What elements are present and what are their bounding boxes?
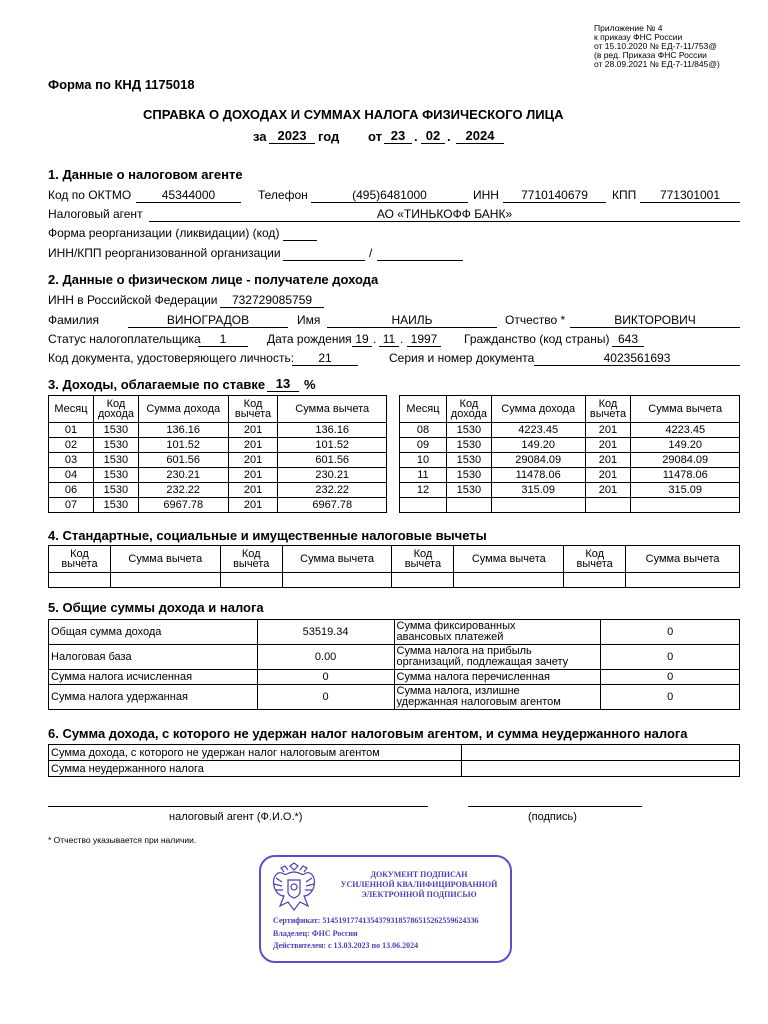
table-row: 11 1530 11478.06 201 11478.06 (400, 468, 740, 483)
appendix-line: Приложение № 4 (594, 23, 663, 33)
tax-rate: 13 (267, 377, 299, 392)
patronymic-label: Отчество * (505, 313, 566, 327)
oktmo-value: 45344000 (136, 188, 241, 203)
income-sum-header: Сумма дохода (138, 396, 228, 423)
agent-name-caption: налоговый агент (Ф.И.О.*) (169, 811, 303, 823)
table-row: 04 1530 230.21 201 230.21 (49, 468, 387, 483)
dob-day: 19 (352, 332, 372, 347)
dob-year: 1997 (407, 332, 441, 347)
section6-title: 6. Сумма дохода, с которого не удержан налог налоговым агентом, и сумма неудержанного налога (48, 726, 688, 741)
excess-tax-label: Сумма налога, излишне удержанная налоговым агентом (394, 685, 601, 710)
document-title: СПРАВКА О ДОХОДАХ И СУММАХ НАЛОГА ФИЗИЧЕСКОГО ЛИЦА (143, 107, 564, 122)
deduction-code-header: Код вычета (392, 546, 454, 573)
reorg-form-value (283, 226, 317, 241)
citizenship-label: Гражданство (код страны) (464, 332, 610, 346)
period-year: 2023 (269, 129, 315, 144)
table-row: 02 1530 101.52 201 101.52 (49, 438, 387, 453)
deduction-sum-header: Сумма вычета (278, 396, 387, 423)
signature-caption: (подпись) (528, 811, 577, 823)
total-income-value: 53519.34 (257, 620, 394, 645)
appendix-line: (в ред. Приказа ФНС России (594, 50, 707, 60)
reorg-inn-value (283, 246, 365, 261)
section5-title: 5. Общие суммы дохода и налога (48, 600, 264, 615)
tax-base-value: 0.00 (257, 645, 394, 670)
signature-line (468, 806, 642, 807)
table-row: 10 1530 29084.09 201 29084.09 (400, 453, 740, 468)
deduction-sum-header: Сумма вычета (631, 396, 740, 423)
dob-month: 11 (379, 332, 399, 347)
income-sum-header: Сумма дохода (491, 396, 585, 423)
table-row: 03 1530 601.56 201 601.56 (49, 453, 387, 468)
doc-code-value: 21 (292, 351, 358, 366)
kpp-value: 771301001 (640, 188, 740, 203)
stamp-owner: Владелец: ФНС России (273, 928, 358, 938)
excess-tax-value: 0 (601, 685, 740, 710)
table-row: 09 1530 149.20 201 149.20 (400, 438, 740, 453)
income-table-left (48, 395, 387, 513)
dob-dot: . (373, 332, 377, 346)
period-for-label: за (253, 129, 267, 144)
section3-title: 3. Доходы, облагаемые по ставке (48, 377, 266, 392)
stamp-heading: ДОКУМЕНТ ПОДПИСАН УСИЛЕННОЙ КВАЛИФИЦИРОВАННОЙ ЭЛЕКТРОННОЙ ПОДПИСЬЮ (340, 870, 498, 899)
agent-signature-line (48, 806, 428, 807)
table-row: 01 1530 136.16 201 136.16 (49, 423, 387, 438)
period-dot: . (414, 129, 418, 144)
deduction-sum-header: Сумма вычета (110, 546, 220, 573)
citizenship-value: 643 (612, 332, 644, 347)
totals-table (48, 619, 740, 710)
person-inn-value: 732729085759 (220, 293, 324, 308)
table-row: 07 1530 6967.78 201 6967.78 (49, 498, 387, 513)
month-header: Месяц (49, 396, 94, 423)
table-row: 08 1530 4223.45 201 4223.45 (400, 423, 740, 438)
profit-tax-value: 0 (601, 645, 740, 670)
appendix-line: к приказу ФНС России (594, 32, 683, 42)
stamp-validity: Действителен: с 13.03.2023 по 13.06.2024 (273, 941, 419, 950)
oktmo-label: Код по ОКТМО (48, 188, 132, 202)
period-dot: . (447, 129, 451, 144)
tax-transferred-value: 0 (601, 670, 740, 685)
fixed-advance-label: Сумма фиксированных авансовых платежей (394, 620, 601, 645)
fixed-advance-value: 0 (601, 620, 740, 645)
patronymic-value: ВИКТОРОВИЧ (570, 313, 740, 328)
period-month: 02 (421, 129, 445, 144)
dob-label: Дата рождения (267, 332, 352, 346)
table-row: Сумма дохода, с которого не удержан налог налоговым агентом (49, 745, 740, 761)
deduction-code-header: Код вычета (228, 396, 278, 423)
deduction-code-header: Код вычета (49, 546, 111, 573)
section2-title: 2. Данные о физическом лице - получателе дохода (48, 272, 379, 287)
deductions-table (48, 545, 740, 588)
status-value: 1 (198, 332, 248, 347)
doc-number-label: Серия и номер документа (389, 351, 535, 365)
tax-withheld-value: 0 (257, 685, 394, 710)
kpp-label: КПП (612, 188, 637, 202)
table-row (400, 498, 740, 513)
reorg-slash: / (369, 246, 373, 260)
coat-of-arms-icon (268, 862, 320, 914)
doc-number-value: 4023561693 (534, 351, 740, 366)
dob-dot: . (400, 332, 404, 346)
reorg-kpp-value (377, 246, 463, 261)
deduction-sum-header: Сумма вычета (626, 546, 740, 573)
tax-base-label: Налоговая база (49, 645, 258, 670)
unwithheld-table (48, 744, 740, 777)
e-signature-stamp (259, 855, 512, 963)
appendix-line: от 15.10.2020 № ЕД-7-11/753@ (594, 41, 717, 51)
person-inn-label: ИНН в Российской Федерации (48, 293, 218, 307)
phone-value: (495)6481000 (311, 188, 468, 203)
deduction-sum-header: Сумма вычета (282, 546, 392, 573)
period-day: 23 (384, 129, 412, 144)
reorg-inn-label: ИНН/КПП реорганизованной организации (48, 246, 281, 260)
period-from-label: от (368, 129, 382, 144)
footnote: * Отчество указывается при наличии. (48, 835, 197, 845)
deduction-sum-header: Сумма вычета (454, 546, 564, 573)
period-date-year: 2024 (456, 129, 504, 144)
appendix-note (594, 24, 720, 69)
section1-title: 1. Данные о налоговом агенте (48, 167, 243, 182)
reorg-form-label: Форма реорганизации (ликвидации) (код) (48, 226, 280, 240)
section4-title: 4. Стандартные, социальные и имущественные налоговые вычеты (48, 528, 487, 543)
form-code: Форма по КНД 1175018 (48, 77, 195, 92)
stamp-details (273, 915, 479, 953)
tax-calculated-value: 0 (257, 670, 394, 685)
income-table-right (399, 395, 740, 513)
name-label: Имя (297, 313, 321, 327)
name-value: НАИЛЬ (327, 313, 497, 328)
table-row: 12 1530 315.09 201 315.09 (400, 483, 740, 498)
table-row (49, 573, 740, 588)
table-row: 06 1530 232.22 201 232.22 (49, 483, 387, 498)
stamp-certificate: Сертификат: 5145191774135437931857865152625596243З6 (273, 916, 479, 925)
tax-calculated-label: Сумма налога исчисленная (49, 670, 258, 685)
agent-inn-label: ИНН (473, 188, 499, 202)
deduction-code-header: Код вычета (564, 546, 626, 573)
table-row: Сумма неудержанного налога (49, 761, 740, 777)
tax-transferred-label: Сумма налога перечисленная (394, 670, 601, 685)
income-code-header: Код дохода (93, 396, 138, 423)
tax-agent-label: Налоговый агент (48, 207, 143, 221)
surname-label: Фамилия (48, 313, 99, 327)
total-income-label: Общая сумма дохода (49, 620, 258, 645)
deduction-code-header: Код вычета (220, 546, 282, 573)
month-header: Месяц (400, 396, 447, 423)
profit-tax-label: Сумма налога на прибыль организаций, подлежащая зачету (394, 645, 601, 670)
tax-agent-value: АО «ТИНЬКОФФ БАНК» (149, 207, 740, 222)
surname-value: ВИНОГРАДОВ (128, 313, 288, 328)
agent-inn-value: 7710140679 (503, 188, 606, 203)
income-code-header: Код дохода (446, 396, 491, 423)
percent-sign: % (304, 377, 316, 392)
appendix-line: от 28.09.2021 № ЕД-7-11/845@) (594, 59, 720, 69)
phone-label: Телефон (258, 188, 308, 202)
doc-code-label: Код документа, удостоверяющего личность: (48, 351, 295, 365)
deduction-code-header: Код вычета (585, 396, 631, 423)
status-label: Статус налогоплательщика (48, 332, 201, 346)
tax-withheld-label: Сумма налога удержанная (49, 685, 258, 710)
period-year-label: год (318, 129, 340, 144)
